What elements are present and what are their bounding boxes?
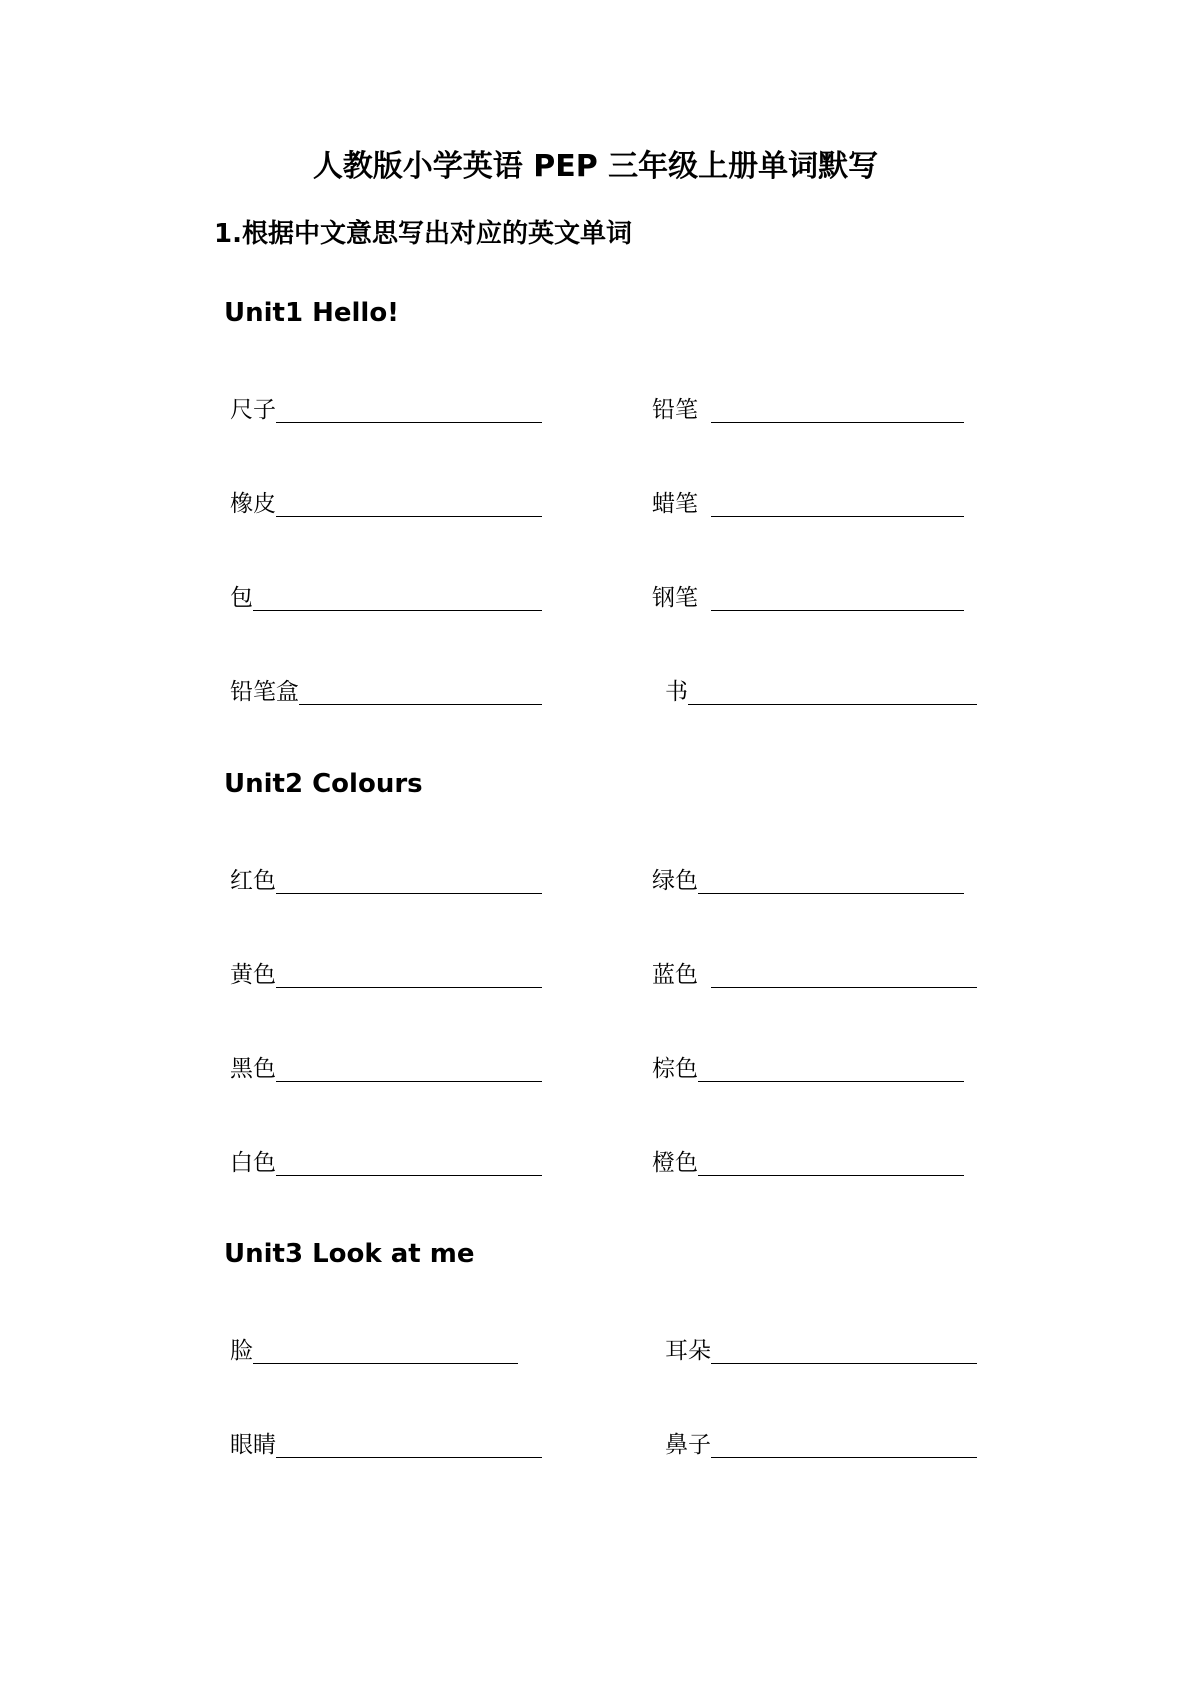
- word-item: [230, 392, 542, 428]
- word-prompt: 铅笔盒: [230, 679, 299, 705]
- word-item: [652, 1145, 964, 1181]
- word-prompt: 蓝色: [652, 962, 698, 988]
- answer-blank-line: [276, 1081, 542, 1082]
- word-prompt: 黑色: [230, 1056, 276, 1082]
- word-prompt: 蜡笔: [652, 491, 698, 517]
- word-item: [652, 957, 977, 993]
- answer-blank-line: [253, 610, 542, 611]
- answer-blank-line: [276, 1457, 542, 1458]
- answer-blank-line: [711, 516, 964, 517]
- word-item: [665, 1427, 977, 1463]
- answer-blank-line: [253, 1363, 518, 1364]
- word-item: [652, 486, 964, 522]
- answer-blank-line: [276, 893, 542, 894]
- answer-blank-line: [711, 987, 977, 988]
- answer-blank-line: [711, 422, 964, 423]
- exercise-instruction: 1.根据中文意思写出对应的英文单词: [214, 219, 632, 249]
- word-prompt: 尺子: [230, 397, 276, 423]
- word-prompt: 铅笔: [652, 397, 698, 423]
- word-item: [665, 674, 977, 710]
- word-item: [230, 1427, 542, 1463]
- unit-title: Unit1 Hello!: [224, 298, 400, 328]
- answer-blank-line: [698, 1081, 964, 1082]
- word-prompt: 橡皮: [230, 491, 276, 517]
- answer-blank-line: [276, 987, 542, 988]
- word-prompt: 棕色: [652, 1056, 698, 1082]
- answer-blank-line: [276, 422, 542, 423]
- word-item: [230, 863, 542, 899]
- word-prompt: 红色: [230, 868, 276, 894]
- word-item: [230, 1333, 518, 1369]
- answer-blank-line: [711, 1457, 977, 1458]
- word-item: [230, 957, 542, 993]
- word-prompt: 钢笔: [652, 585, 698, 611]
- word-item: [230, 1051, 542, 1087]
- word-item: [652, 580, 964, 616]
- word-prompt: 黄色: [230, 962, 276, 988]
- word-prompt: 橙色: [652, 1150, 698, 1176]
- answer-blank-line: [698, 1175, 964, 1176]
- unit-title: Unit3 Look at me: [224, 1239, 475, 1269]
- answer-blank-line: [711, 1363, 977, 1364]
- answer-blank-line: [698, 893, 964, 894]
- answer-blank-line: [711, 610, 964, 611]
- word-item: [652, 392, 964, 428]
- word-prompt: 脸: [230, 1338, 253, 1364]
- word-prompt: 耳朵: [665, 1338, 711, 1364]
- answer-blank-line: [276, 516, 542, 517]
- word-item: [230, 580, 542, 616]
- word-item: [230, 1145, 542, 1181]
- page-title: 人教版小学英语 PEP 三年级上册单词默写: [312, 149, 879, 184]
- answer-blank-line: [299, 704, 542, 705]
- word-item: [652, 1051, 964, 1087]
- word-prompt: 白色: [230, 1150, 276, 1176]
- word-item: [230, 674, 542, 710]
- answer-blank-line: [276, 1175, 542, 1176]
- unit-title: Unit2 Colours: [224, 769, 423, 799]
- word-item: [652, 863, 964, 899]
- word-prompt: 包: [230, 585, 253, 611]
- word-item: [230, 486, 542, 522]
- word-prompt: 鼻子: [665, 1432, 711, 1458]
- answer-blank-line: [688, 704, 977, 705]
- word-item: [665, 1333, 977, 1369]
- word-prompt: 绿色: [652, 868, 698, 894]
- word-prompt: 书: [665, 679, 688, 705]
- word-prompt: 眼睛: [230, 1432, 276, 1458]
